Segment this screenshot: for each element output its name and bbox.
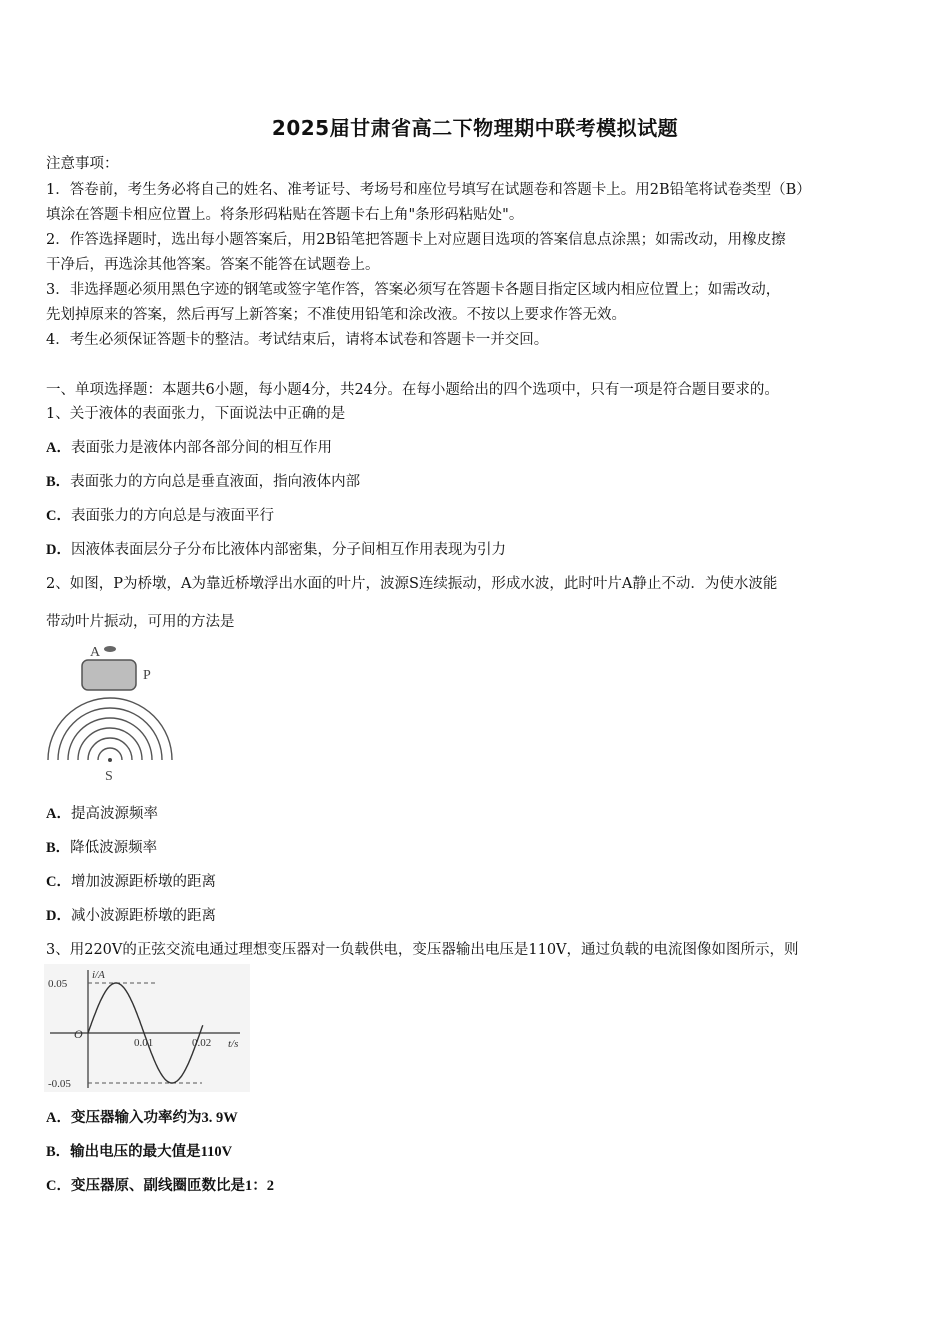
wavefront-arc bbox=[78, 728, 142, 760]
notice-line: 先划掉原来的答案，然后再写上新答案；不准使用铅笔和涂改液。不按以上要求作答无效。 bbox=[46, 307, 626, 323]
option-d bbox=[46, 904, 216, 925]
notice-line: 4．考生必须保证答题卡的整洁。考试结束后，请将本试卷和答题卡一并交回。 bbox=[46, 332, 549, 348]
option-text: 增加波源距桥墩的距离 bbox=[70, 874, 216, 890]
label-a: A bbox=[90, 645, 101, 660]
option-a bbox=[46, 436, 332, 457]
notice-line: 2．作答选择题时，选出每小题答案后，用2B铅笔把答题卡上对应题目选项的答案信息点涂黑；如需改动，用橡皮擦 bbox=[46, 232, 786, 248]
option-letter: D． bbox=[46, 908, 71, 924]
wavefront-arc bbox=[88, 738, 132, 760]
y-tick-label: 0.05 bbox=[48, 978, 68, 990]
leaf-icon bbox=[104, 646, 116, 652]
option-text: 表面张力是液体内部各部分间的相互作用 bbox=[70, 440, 332, 456]
pier-icon bbox=[82, 660, 136, 690]
x-axis-label: t/s bbox=[228, 1038, 239, 1050]
option-c bbox=[46, 870, 216, 891]
option-letter: A． bbox=[46, 440, 71, 456]
notice-line: 干净后，再选涂其他答案。答案不能答在试题卷上。 bbox=[46, 257, 380, 273]
option-text: 因液体表面层分子分布比液体内部密集，分子间相互作用表现为引力 bbox=[70, 542, 506, 558]
option-letter: C． bbox=[46, 1178, 71, 1194]
option-letter: B． bbox=[46, 474, 71, 490]
label-p: P bbox=[143, 668, 151, 683]
option-text: 降低波源频率 bbox=[70, 840, 158, 856]
option-letter: C． bbox=[46, 874, 71, 890]
option-text: 输出电压的最大值是110V bbox=[70, 1144, 233, 1160]
wavefront-arc bbox=[58, 708, 162, 760]
option-a bbox=[46, 802, 158, 823]
page-title: 2025届甘肃省高二下物理期中联考模拟试题 bbox=[271, 116, 679, 140]
origin-label: O bbox=[74, 1027, 83, 1041]
notice-line: 填涂在答题卡相应位置上。将条形码粘贴在答题卡右上角"条形码粘贴处"。 bbox=[46, 207, 524, 223]
x-tick-label: 0.02 bbox=[192, 1037, 212, 1049]
label-s: S bbox=[105, 769, 113, 784]
option-text: 减小波源距桥墩的距离 bbox=[70, 908, 216, 924]
option-text: 变压器原、副线圈匝数比是1：2 bbox=[70, 1178, 274, 1194]
option-a bbox=[46, 1106, 238, 1127]
wave-source-dot bbox=[108, 758, 112, 762]
option-letter: C． bbox=[46, 508, 71, 524]
wave-figure bbox=[44, 640, 180, 785]
option-text: 表面张力的方向总是与液面平行 bbox=[70, 508, 274, 524]
notice-line: 1．答卷前，考生务必将自己的姓名、准考证号、考场号和座位号填写在试题卷和答题卡上。用2B铅笔将试卷类型（B） bbox=[46, 182, 811, 198]
question-stem: 2、如图，P为桥墩，A为靠近桥墩浮出水面的叶片，波源S连续振动，形成水波，此时叶片A静止不动．为使水波能 bbox=[46, 576, 778, 592]
wavefront-arc bbox=[48, 698, 172, 760]
option-text: 表面张力的方向总是垂直液面，指向液体内部 bbox=[70, 474, 361, 490]
option-letter: B． bbox=[46, 1144, 71, 1160]
y-tick-label: -0.05 bbox=[48, 1078, 71, 1090]
question-stem: 1、关于液体的表面张力，下面说法中正确的是 bbox=[46, 406, 346, 422]
current-chart bbox=[44, 964, 250, 1092]
option-b bbox=[46, 836, 157, 857]
option-c bbox=[46, 504, 274, 525]
option-letter: B． bbox=[46, 840, 71, 856]
option-b bbox=[46, 1140, 232, 1161]
section-heading: 一、单项选择题：本题共6小题，每小题4分，共24分。在每小题给出的四个选项中，只有一项是符合题目要求的。 bbox=[46, 382, 779, 398]
option-c bbox=[46, 1174, 274, 1195]
wavefront-arc bbox=[68, 718, 152, 760]
wavefronts bbox=[48, 698, 172, 760]
option-letter: A． bbox=[46, 1110, 71, 1126]
option-letter: A． bbox=[46, 806, 71, 822]
option-b bbox=[46, 470, 360, 491]
y-axis-label: i/A bbox=[92, 969, 105, 981]
option-d bbox=[46, 538, 506, 559]
option-text: 变压器输入功率约为3. 9W bbox=[70, 1110, 238, 1126]
notice-line: 3．非选择题必须用黑色字迹的钢笔或签字笔作答，答案必须写在答题卡各题目指定区域内相应位置上；如需改动， bbox=[46, 282, 781, 298]
option-letter: D． bbox=[46, 542, 71, 558]
notice-heading: 注意事项： bbox=[46, 156, 119, 172]
question-stem: 带动叶片振动，可用的方法是 bbox=[46, 614, 235, 630]
chart-svg bbox=[44, 964, 250, 1092]
x-tick-label: 0.01 bbox=[134, 1037, 154, 1049]
option-text: 提高波源频率 bbox=[70, 806, 158, 822]
question-stem: 3、用220V的正弦交流电通过理想变压器对一负载供电，变压器输出电压是110V，通过负载的电流图像如图所示，则 bbox=[46, 942, 799, 958]
